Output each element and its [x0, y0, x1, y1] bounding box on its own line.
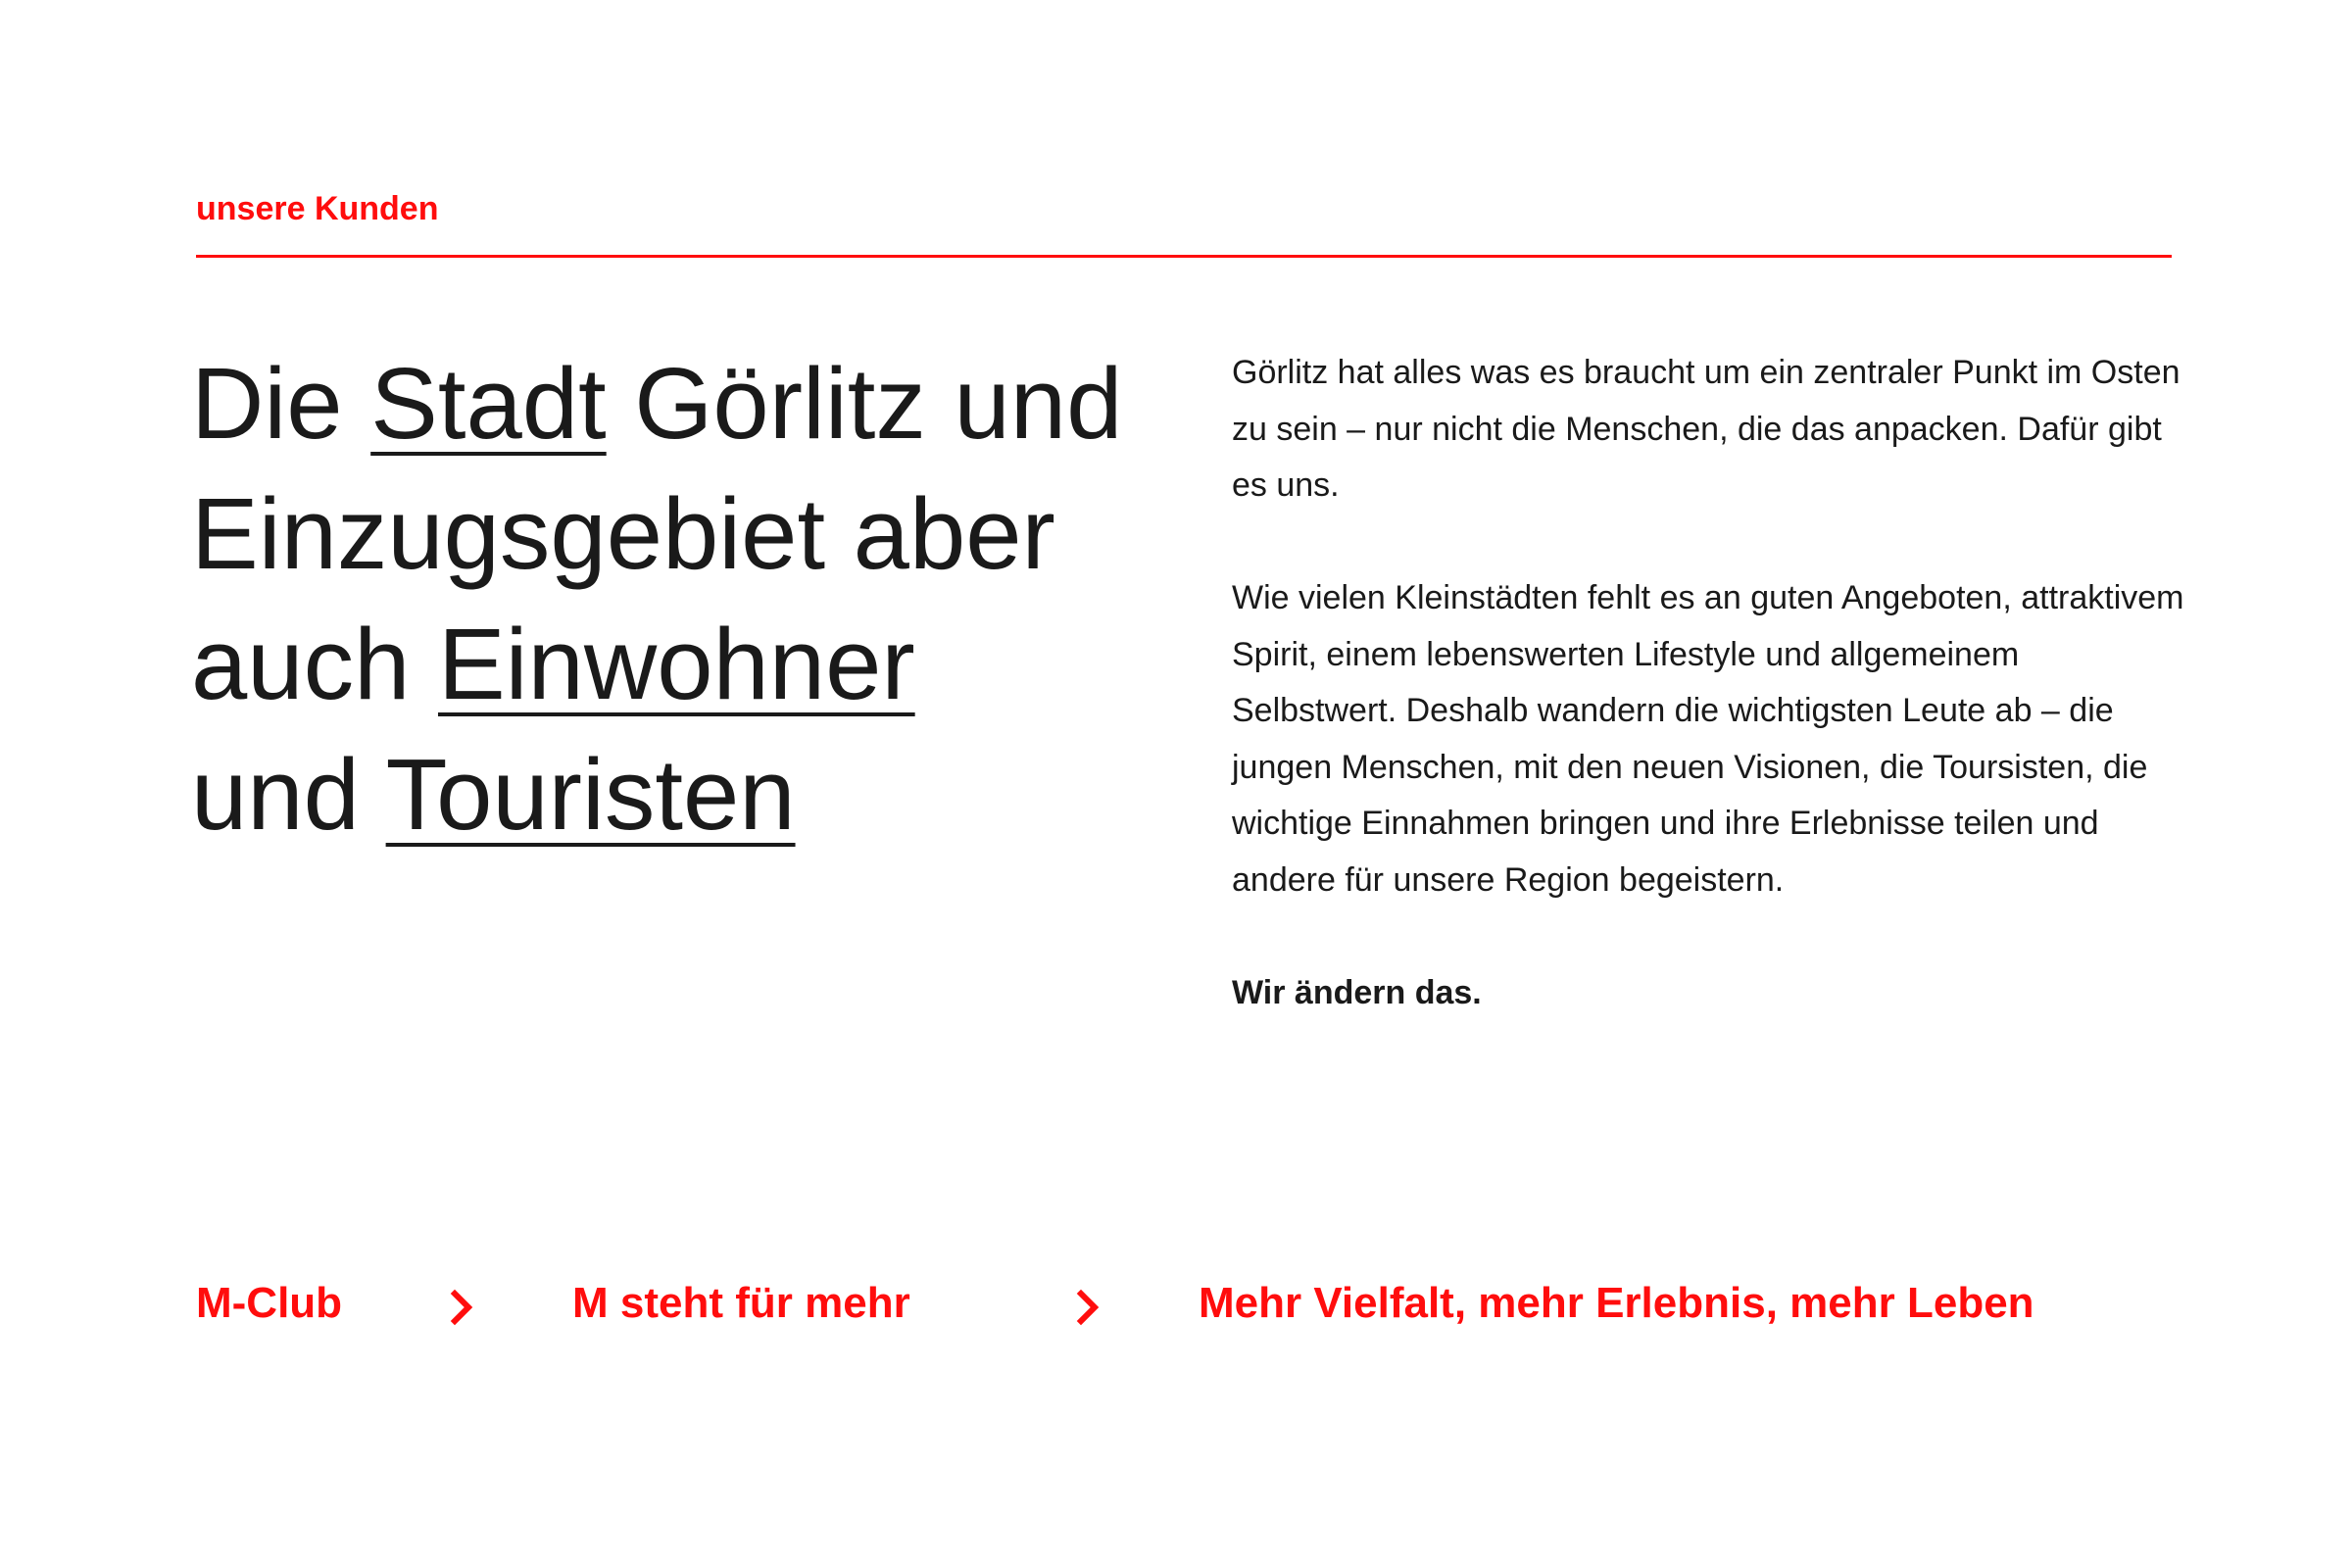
chevron-right-icon — [443, 1286, 482, 1329]
headline — [191, 338, 1210, 859]
headline-text-1: Die — [191, 347, 371, 460]
headline-link-stadt[interactable]: Stadt — [370, 347, 607, 460]
breadcrumb — [0, 1274, 2352, 1333]
breadcrumb-item-mehr-vielfalt[interactable]: Mehr Vielfalt, mehr Erlebnis, mehr Leben — [1199, 1279, 2034, 1327]
body-paragraph-1: Görlitz hat alles was es braucht um ein zentraler Punkt im Osten zu sein – nur nicht die Menschen, die das anpacken. Dafür gibt es uns. — [1232, 354, 2180, 504]
body-paragraph-2: Wie vielen Kleinstädten fehlt es an guten Angeboten, attraktivem Spirit, einem lebenswerten Lifestyle und allgemeinem Selbstwert. Deshalb wandern die wichtigsten Leute ab – die jungen Menschen, mit den neuen Visionen, die Toursisten, die wichtige Einnahmen bringen und ihre Erlebnisse teilen und andere für unsere Region begeistern. — [1232, 579, 2184, 899]
headline-text-3: und — [191, 738, 386, 851]
breadcrumb-item-m-club[interactable]: M-Club — [196, 1279, 343, 1327]
section-divider — [196, 255, 2172, 258]
section-eyebrow: unsere Kunden — [196, 190, 439, 227]
breadcrumb-item-m-steht-fuer-mehr[interactable]: M steht für mehr — [572, 1279, 910, 1327]
body-copy — [1232, 345, 2192, 1021]
headline-link-touristen[interactable]: Touristen — [385, 738, 796, 851]
headline-link-einwohner[interactable]: Einwohner — [437, 608, 915, 720]
headline-text-2: Görlitz und Einzugsgebiet aber auch — [191, 347, 1123, 720]
body-closing: Wir ändern das. — [1232, 973, 1482, 1011]
chevron-right-icon — [1069, 1286, 1108, 1329]
